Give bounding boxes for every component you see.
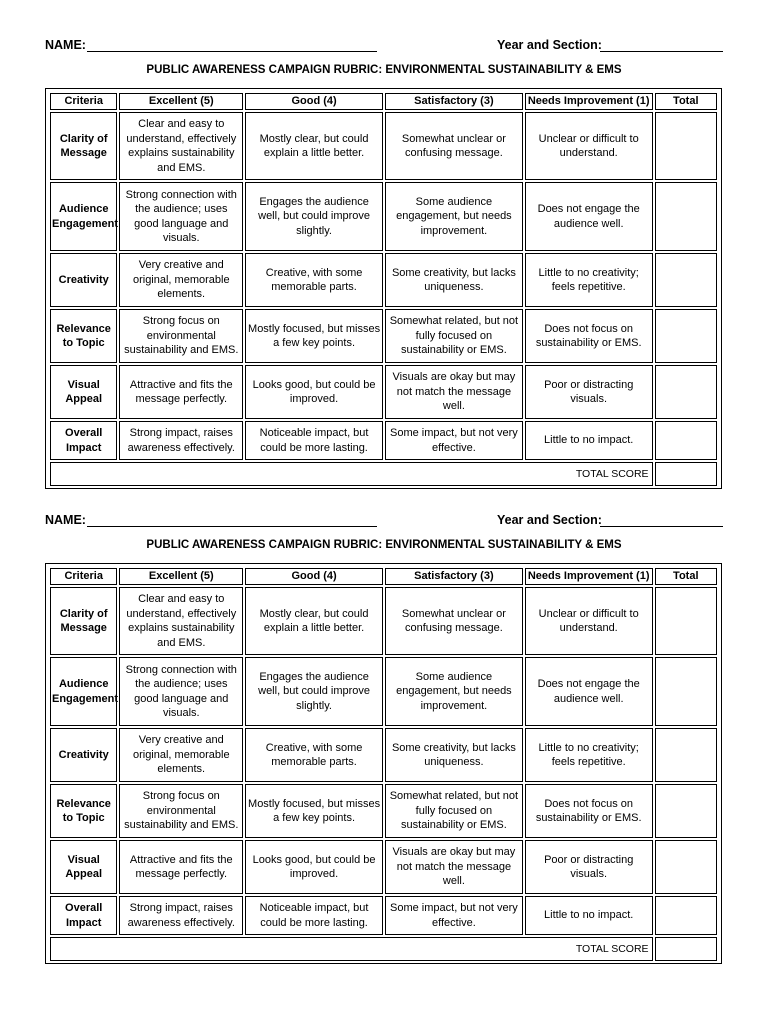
excellent-cell: Very creative and original, memorable elements. [119,728,243,782]
name-label: NAME: [45,513,86,527]
satisfactory-cell: Some creativity, but lacks uniqueness. [385,728,523,782]
satisfactory-cell: Somewhat related, but not fully focused on sustainability or EMS. [385,309,523,363]
satisfactory-cell: Somewhat related, but not fully focused on sustainability or EMS. [385,784,523,838]
needs-improvement-cell: Does not engage the audience well. [525,182,653,251]
criteria-cell: Overall Impact [50,896,117,935]
good-cell: Mostly focused, but misses a few key points. [245,309,383,363]
excellent-cell: Strong connection with the audience; uses good language and visuals. [119,657,243,726]
good-cell: Mostly clear, but could explain a little better. [245,587,383,655]
table-header-row [50,93,717,110]
good-cell: Looks good, but could be improved. [245,840,383,894]
needs-improvement-cell: Little to no impact. [525,421,653,460]
total-score-cell[interactable] [655,937,717,961]
total-cell[interactable] [655,182,717,251]
column-header: Good (4) [245,93,383,110]
criteria-cell: Clarity of Message [50,112,117,180]
good-cell: Creative, with some memorable parts. [245,253,383,307]
table-row [50,253,717,307]
needs-improvement-cell: Little to no creativity; feels repetitive. [525,253,653,307]
total-cell[interactable] [655,728,717,782]
year-section-blank[interactable] [600,51,723,52]
total-cell[interactable] [655,896,717,935]
excellent-cell: Attractive and fits the message perfectly. [119,365,243,419]
table-row [50,784,717,838]
excellent-cell: Clear and easy to understand, effectively explains sustainability and EMS. [119,112,243,180]
column-header: Good (4) [245,568,383,585]
good-cell: Looks good, but could be improved. [245,365,383,419]
table-row [50,587,717,655]
satisfactory-cell: Some audience engagement, but needs improvement. [385,182,523,251]
table-row [50,840,717,894]
total-cell[interactable] [655,657,717,726]
criteria-cell: Audience Engagement [50,182,117,251]
column-header: Excellent (5) [119,568,243,585]
criteria-cell: Creativity [50,728,117,782]
excellent-cell: Strong focus on environmental sustainability and EMS. [119,309,243,363]
column-header: Total [655,568,717,585]
needs-improvement-cell: Unclear or difficult to understand. [525,587,653,655]
total-cell[interactable] [655,840,717,894]
rubric-table [48,566,719,963]
year-section-label: Year and Section: [497,513,602,527]
total-cell[interactable] [655,587,717,655]
column-header: Criteria [50,568,117,585]
good-cell: Mostly clear, but could explain a little better. [245,112,383,180]
student-info-line [45,38,725,56]
table-row [50,896,717,935]
excellent-cell: Attractive and fits the message perfectly. [119,840,243,894]
good-cell: Creative, with some memorable parts. [245,728,383,782]
rubric-title: PUBLIC AWARENESS CAMPAIGN RUBRIC: ENVIRONMENTAL SUSTAINABILITY & EMS [146,64,622,76]
column-header: Satisfactory (3) [385,93,523,110]
excellent-cell: Very creative and original, memorable elements. [119,253,243,307]
table-row [50,309,717,363]
table-row [50,112,717,180]
total-cell[interactable] [655,253,717,307]
needs-improvement-cell: Little to no impact. [525,896,653,935]
satisfactory-cell: Some audience engagement, but needs improvement. [385,657,523,726]
total-cell[interactable] [655,112,717,180]
year-section-label: Year and Section: [497,38,602,52]
total-cell[interactable] [655,784,717,838]
satisfactory-cell: Some impact, but not very effective. [385,896,523,935]
column-header: Needs Improvement (1) [525,93,653,110]
column-header: Excellent (5) [119,93,243,110]
table-row [50,365,717,419]
needs-improvement-cell: Unclear or difficult to understand. [525,112,653,180]
rubric-table-frame [45,88,722,489]
rubric-table-frame [45,563,722,964]
total-score-label: TOTAL SCORE [50,937,653,961]
excellent-cell: Strong connection with the audience; uses good language and visuals. [119,182,243,251]
total-score-row [50,462,717,486]
rubric-table [48,91,719,488]
criteria-cell: Clarity of Message [50,587,117,655]
excellent-cell: Strong impact, raises awareness effectively. [119,896,243,935]
good-cell: Engages the audience well, but could improve slightly. [245,657,383,726]
needs-improvement-cell: Does not focus on sustainability or EMS. [525,309,653,363]
good-cell: Engages the audience well, but could improve slightly. [245,182,383,251]
year-section-blank[interactable] [600,526,723,527]
criteria-cell: Visual Appeal [50,840,117,894]
criteria-cell: Overall Impact [50,421,117,460]
total-cell[interactable] [655,421,717,460]
satisfactory-cell: Visuals are okay but may not match the message well. [385,365,523,419]
rubric-title: PUBLIC AWARENESS CAMPAIGN RUBRIC: ENVIRONMENTAL SUSTAINABILITY & EMS [146,539,622,551]
total-score-row [50,937,717,961]
table-row [50,421,717,460]
excellent-cell: Clear and easy to understand, effectively explains sustainability and EMS. [119,587,243,655]
column-header: Total [655,93,717,110]
excellent-cell: Strong impact, raises awareness effectively. [119,421,243,460]
total-cell[interactable] [655,309,717,363]
total-score-cell[interactable] [655,462,717,486]
needs-improvement-cell: Little to no creativity; feels repetitive. [525,728,653,782]
criteria-cell: Audience Engagement [50,657,117,726]
criteria-cell: Relevance to Topic [50,784,117,838]
needs-improvement-cell: Poor or distracting visuals. [525,365,653,419]
table-row [50,657,717,726]
total-cell[interactable] [655,365,717,419]
good-cell: Noticeable impact, but could be more lasting. [245,896,383,935]
name-blank[interactable] [87,526,377,527]
satisfactory-cell: Visuals are okay but may not match the message well. [385,840,523,894]
total-score-label: TOTAL SCORE [50,462,653,486]
needs-improvement-cell: Does not engage the audience well. [525,657,653,726]
criteria-cell: Visual Appeal [50,365,117,419]
needs-improvement-cell: Poor or distracting visuals. [525,840,653,894]
satisfactory-cell: Some creativity, but lacks uniqueness. [385,253,523,307]
satisfactory-cell: Somewhat unclear or confusing message. [385,587,523,655]
criteria-cell: Relevance to Topic [50,309,117,363]
table-row [50,182,717,251]
excellent-cell: Strong focus on environmental sustainability and EMS. [119,784,243,838]
satisfactory-cell: Some impact, but not very effective. [385,421,523,460]
satisfactory-cell: Somewhat unclear or confusing message. [385,112,523,180]
table-row [50,728,717,782]
name-label: NAME: [45,38,86,52]
criteria-cell: Creativity [50,253,117,307]
good-cell: Noticeable impact, but could be more lasting. [245,421,383,460]
table-header-row [50,568,717,585]
column-header: Criteria [50,93,117,110]
name-blank[interactable] [87,51,377,52]
column-header: Satisfactory (3) [385,568,523,585]
needs-improvement-cell: Does not focus on sustainability or EMS. [525,784,653,838]
column-header: Needs Improvement (1) [525,568,653,585]
good-cell: Mostly focused, but misses a few key points. [245,784,383,838]
student-info-line [45,513,725,531]
